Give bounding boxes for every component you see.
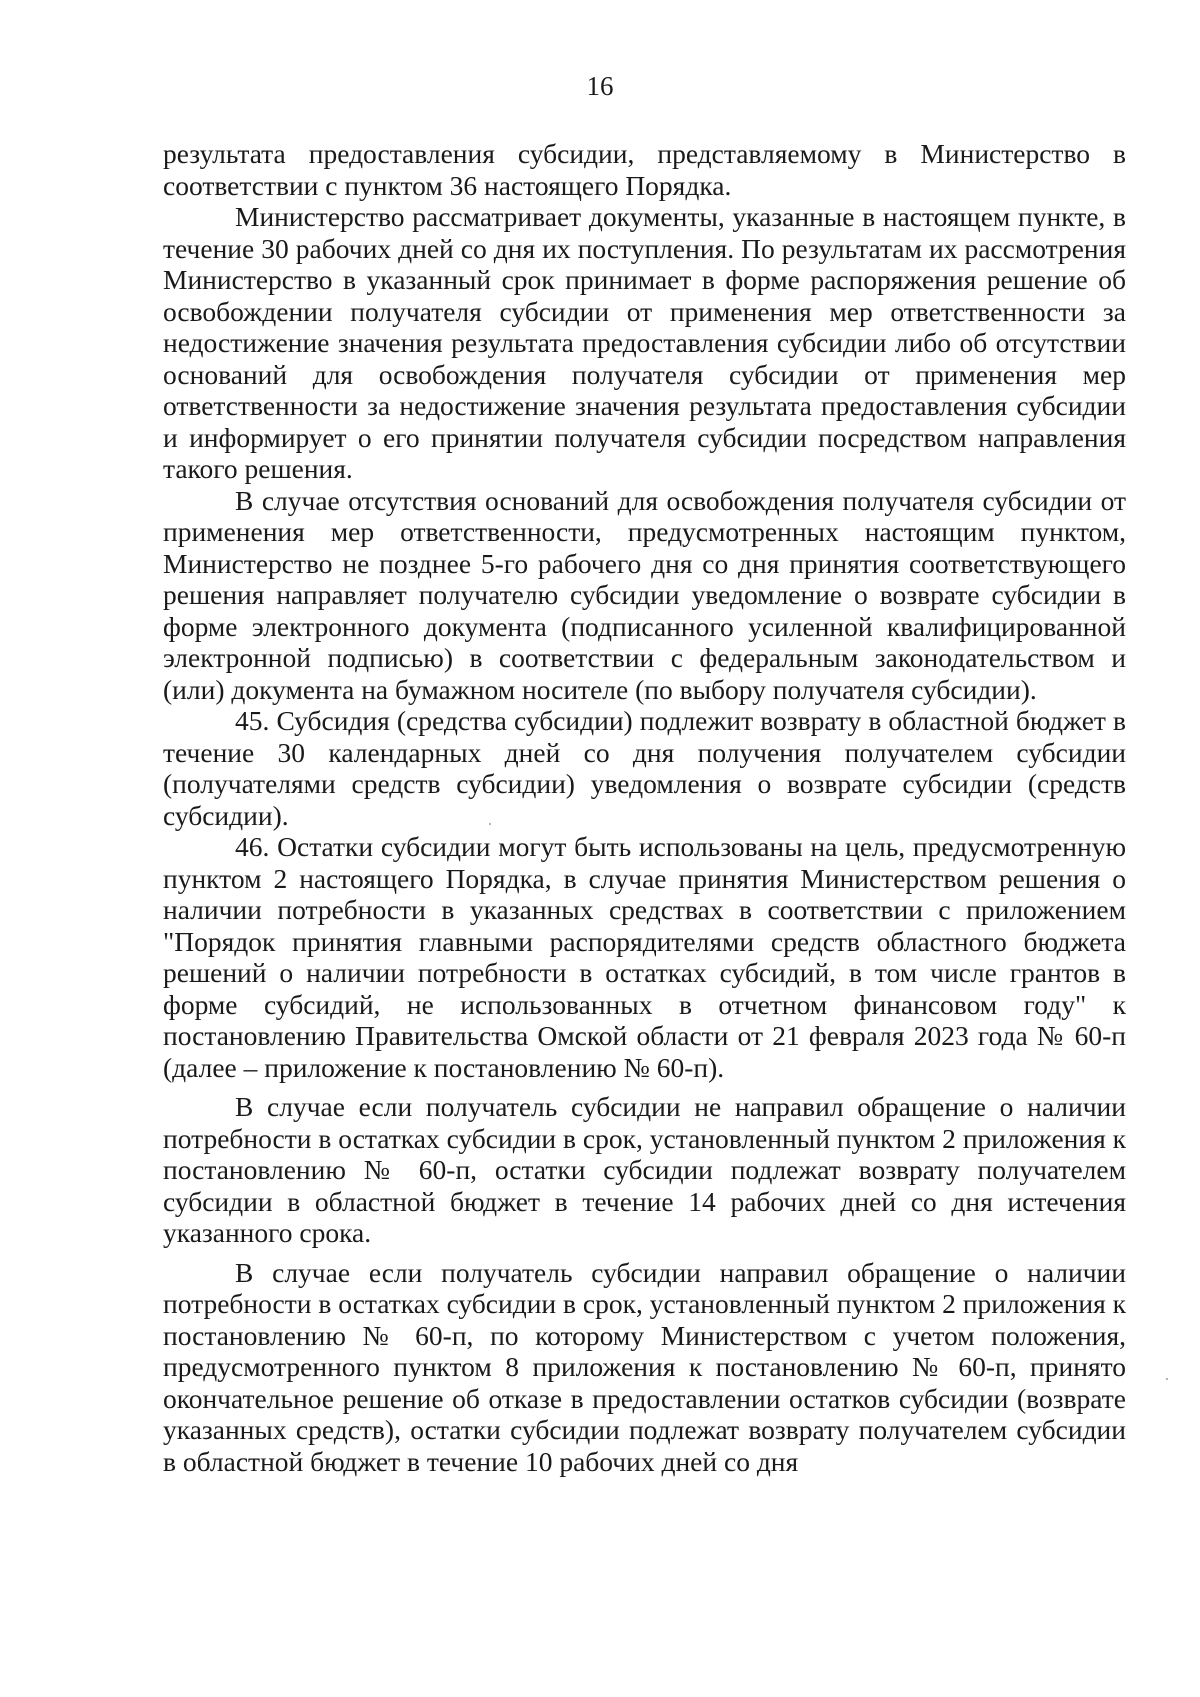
- paragraph-request-refused: В случае если получатель субсидии направил обращение о наличии потребности в остатках субсидии в срок, установленный пунктом 2 приложения к постановлению № 60-п, по которому Министерством с учетом положения, предусмотренного пунктом 8 приложения к постановлению № 60-п, принято окончательное решение об отказе в предоставлении остатков субсидии (возврате указанных средств), остатки субсидии подлежат возврату получателем субсидии в областной бюджет в течение 10 рабочих дней со дня: [163, 1256, 1126, 1477]
- paragraph-continuation: результата предоставления субсидии, представляемому в Министерство в соответствии с пунктом 36 настоящего Порядка.: [163, 138, 1126, 201]
- paragraph-no-request: В случае если получатель субсидии не направил обращение о наличии потребности в остатках субсидии в срок, установленный пунктом 2 приложения к постановлению № 60-п, остатки субсидии подлежат возврату получателем субсидии в областной бюджет в течение 14 рабочих дней со дня истечения указанного срока.: [163, 1091, 1126, 1248]
- paragraph-item-46: 46. Остатки субсидии могут быть использованы на цель, предусмотренную пунктом 2 настоящего Порядка, в случае принятия Министерством решения о наличии потребности в указанных средствах в соответствии с приложением "Порядок принятия главными распорядителями средств областного бюджета решений о наличии потребности в остатках субсидий, в том числе грантов в форме субсидий, не использованных в отчетном финансовом году" к постановлению Правительства Омской области от 21 февраля 2023 года № 60-п (далее – приложение к постановлению № 60-п).: [163, 831, 1126, 1083]
- scan-speck: [1166, 1378, 1168, 1380]
- paragraph-item-45: 45. Субсидия (средства субсидии) подлежит возврату в областной бюджет в течение 30 календарных дней со дня получения получателем субсидии (получателями средств субсидии) уведомления о возврате субсидии (средств субсидии).: [163, 705, 1126, 831]
- page-number: 16: [586, 71, 614, 101]
- document-body: [163, 138, 1126, 1477]
- scan-speck: [489, 823, 491, 825]
- paragraph-no-grounds: В случае отсутствия оснований для освобождения получателя субсидии от применения мер ответственности, предусмотренных настоящим пунктом, Министерство не позднее 5-го рабочего дня со дня принятия соответствующего решения направляет получателю субсидии уведомление о возврате субсидии в форме электронного документа (подписанного усиленной квалифицированной электронной подписью) в соответствии с федеральным законодательством и (или) документа на бумажном носителе (по выбору получателя субсидии).: [163, 484, 1126, 705]
- paragraph-ministry-review: Министерство рассматривает документы, указанные в настоящем пункте, в течение 30 рабочих дней со дня их поступления. По результатам их рассмотрения Министерство в указанный срок принимает в форме распоряжения решение об освобождении получателя субсидии от применения мер ответственности за недостижение значения результата предоставления субсидии либо об отсутствии оснований для освобождения получателя субсидии от применения мер ответственности за недостижение значения результата предоставления субсидии и информирует о его принятии получателя субсидии посредством направления такого решения.: [163, 201, 1126, 484]
